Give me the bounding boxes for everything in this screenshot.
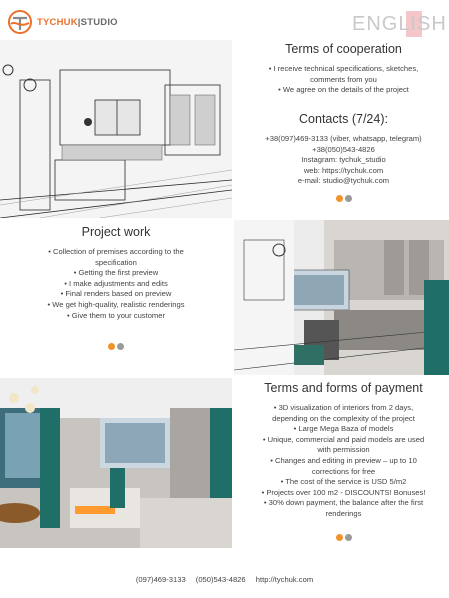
project-work-dots (0, 343, 232, 350)
cooperation-section (238, 42, 449, 96)
brand-logo (7, 8, 127, 36)
payment-line: • Unique, commercial and paid models are used (262, 434, 425, 444)
project-work-line: • Collection of premises according to the (48, 247, 184, 256)
cooperation-line: • We agree on the details of the project (278, 85, 409, 95)
kitchen-half-render-image (234, 220, 449, 375)
contacts-instagram: Instagram: tychuk_studio (301, 155, 386, 165)
kitchen-sketch-image (0, 40, 232, 218)
brand-name-part1: TYCHUK (37, 16, 78, 28)
dot-gray (117, 343, 124, 350)
brand-name (37, 17, 118, 28)
dot-orange (336, 195, 343, 202)
footer-site-link[interactable]: http://tychuk.com (255, 575, 314, 584)
payment-dots (238, 534, 449, 541)
payment-line: • 30% down payment, the balance after the first (263, 498, 424, 508)
payment-line: renderings (325, 508, 362, 518)
project-work-line: • I make adjustments and edits (64, 278, 168, 288)
footer-phone-2[interactable]: (050)543-4826 (195, 575, 246, 584)
contacts-section (238, 112, 449, 202)
language-switch[interactable] (352, 11, 447, 37)
contacts-phone-2: +38(050)543-4826 (312, 144, 375, 154)
living-room-render-image (0, 378, 232, 548)
contacts-dots (238, 195, 449, 202)
project-work-section (0, 225, 232, 350)
payment-line: corrections for free (311, 466, 376, 476)
footer (0, 575, 449, 584)
contacts-web: web: https://tychuk.com (303, 165, 384, 175)
project-work-title: Project work (81, 225, 151, 239)
tychuk-logo-mark-icon (7, 9, 33, 35)
cooperation-line: comments from you (310, 74, 377, 84)
brand-name-part2: STUDIO (80, 16, 118, 28)
dot-gray (345, 534, 352, 541)
payment-line: with permission (317, 445, 370, 455)
project-work-line: • We get high-quality, realistic renderings (47, 299, 185, 309)
project-work-line: • Getting the first preview (73, 268, 159, 278)
dot-orange (108, 343, 115, 350)
payment-line: • The cost of the service is USD 5/m2 (280, 477, 407, 487)
project-work-line: • Give them to your customer (66, 310, 166, 320)
payment-line: depending on the complexity of the project (272, 413, 415, 423)
brand-separator: | (77, 16, 81, 28)
language-label: ENGLISH (352, 13, 447, 35)
payment-title: Terms and forms of payment (264, 381, 423, 395)
project-work-line: specification (95, 257, 137, 267)
dot-orange (336, 534, 343, 541)
dot-gray (345, 195, 352, 202)
payment-line: • 3D visualization of interiors from 2 days, (273, 403, 414, 412)
contacts-phone-1: +38(097)469-3133 (viber, whatsapp, telegram) (265, 134, 422, 143)
cooperation-line: • I receive technical specifications, sketches, (268, 64, 419, 73)
payment-line: • Projects over 100 m2 - DISCOUNTS! Bonuses! (261, 487, 426, 497)
payment-line: • Changes and editing in preview – up to 10 (270, 455, 417, 465)
cooperation-title: Terms of cooperation (285, 42, 402, 56)
footer-phone-1[interactable]: (097)469-3133 (135, 575, 186, 584)
payment-section (238, 381, 449, 541)
contacts-title: Contacts (7/24): (299, 112, 388, 126)
contacts-email: e-mail: studio@tychuk.com (297, 176, 390, 186)
payment-line: • Large Mega Baza of models (293, 424, 394, 434)
project-work-line: • Final renders based on preview (60, 289, 172, 299)
